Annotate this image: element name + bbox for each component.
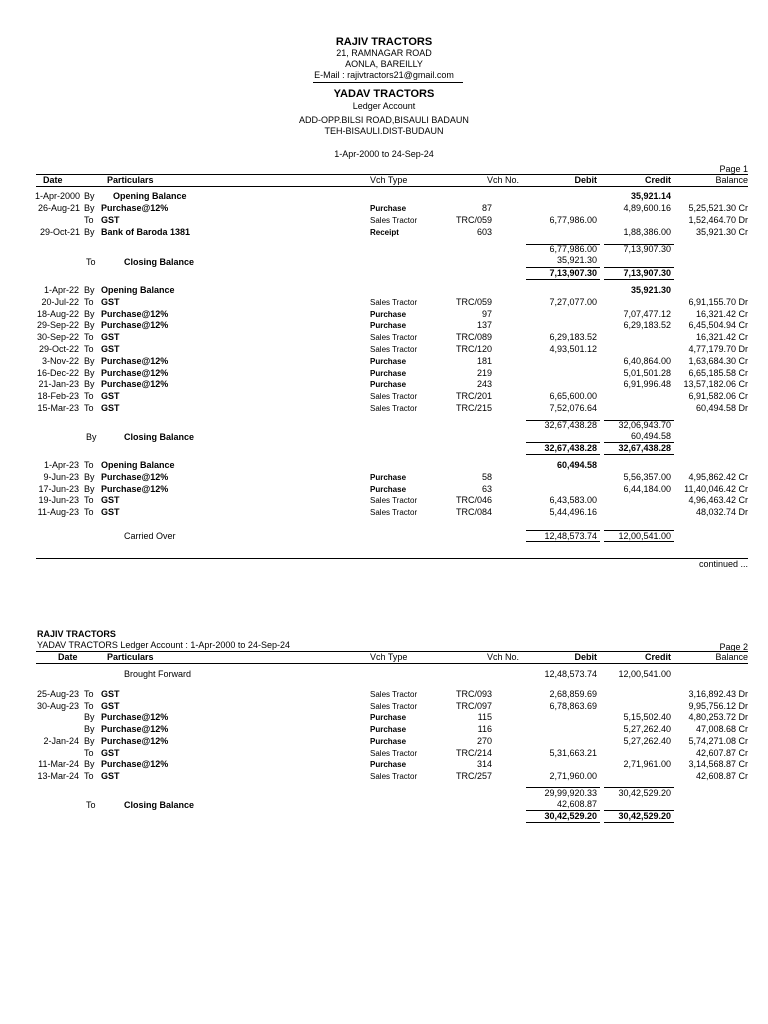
- row-particulars: Purchase@12%: [101, 203, 169, 213]
- row-debit: 6,78,863.69: [549, 700, 597, 711]
- row-vch-no: TRC/120: [455, 344, 492, 354]
- row-credit: 5,56,357.00: [623, 471, 671, 482]
- row-balance: 4,96,463.42 Cr: [688, 495, 748, 506]
- row-vch-no: 115: [477, 712, 492, 723]
- col-credit: Credit: [644, 652, 671, 662]
- row-particulars: Opening Balance: [101, 285, 175, 295]
- col-vch-type: Vch Type: [370, 652, 408, 662]
- closing-balance-label: Closing Balance: [124, 800, 195, 810]
- row-credit: 35,921.14: [630, 191, 671, 201]
- row-debit: 4,93,501.12: [549, 344, 597, 354]
- total-credit: 32,67,438.28: [618, 443, 671, 453]
- row-vch-no: TRC/084: [455, 507, 492, 518]
- closing-dir: By: [86, 432, 97, 442]
- row-vch-type: Purchase: [370, 356, 407, 366]
- row-vch-no: TRC/089: [455, 332, 492, 343]
- row-balance: 4,95,862.42 Cr: [688, 471, 748, 482]
- row-debit: 7,27,077.00: [549, 296, 597, 307]
- row-vch-no: TRC/093: [455, 689, 492, 699]
- row-particulars: Purchase@12%: [101, 735, 169, 746]
- row-vch-no: 58: [481, 471, 492, 482]
- row-balance: 60,494.58 Dr: [695, 403, 748, 413]
- carried-debit: 12,48,573.74: [544, 531, 597, 541]
- col-vch-type: Vch Type: [370, 175, 408, 185]
- row-debit: 5,31,663.21: [549, 747, 597, 758]
- row-vch-no: TRC/059: [455, 296, 492, 307]
- row-balance: 16,321.42 Cr: [695, 332, 748, 343]
- row-vch-type: Sales Tractor: [370, 690, 418, 699]
- col-date: Date: [43, 175, 63, 185]
- row-date: 29-Oct-22: [38, 344, 79, 354]
- ledger-period: 1-Apr-2000 to 24-Sep-24: [334, 149, 434, 159]
- row-particulars: GST: [101, 770, 120, 781]
- row-date: 30-Sep-22: [36, 332, 79, 343]
- row-vch-type: Sales Tractor: [370, 701, 418, 711]
- closing-balance-label: Closing Balance: [124, 432, 195, 442]
- row-direction: By: [84, 735, 95, 746]
- row-vch-type: Purchase: [370, 760, 407, 770]
- row-particulars: Purchase@12%: [101, 724, 169, 735]
- row-balance: 35,921.30 Cr: [695, 227, 748, 237]
- col-balance: Balance: [715, 175, 748, 185]
- row-date: 25-Aug-23: [36, 689, 79, 699]
- row-balance: 5,74,271.08 Cr: [688, 735, 748, 746]
- row-direction: To: [84, 344, 94, 354]
- row-date: 11-Mar-24: [38, 759, 79, 770]
- row-vch-no: 63: [481, 483, 492, 494]
- party-name: YADAV TRACTORS: [333, 88, 435, 100]
- col-debit: Debit: [574, 652, 597, 662]
- row-particulars: Purchase@12%: [101, 471, 169, 482]
- row-particulars: Purchase@12%: [101, 308, 169, 319]
- row-date: 29-Oct-21: [39, 227, 80, 237]
- row-debit: 2,71,960.00: [549, 770, 597, 781]
- row-direction: By: [84, 724, 95, 735]
- row-vch-type: Sales Tractor: [370, 508, 418, 518]
- row-date: 20-Jul-22: [41, 296, 79, 307]
- row-vch-type: Sales Tractor: [370, 496, 418, 506]
- row-credit: 5,27,262.40: [623, 724, 671, 735]
- row-direction: To: [84, 747, 94, 758]
- row-date: 26-Aug-21: [37, 203, 80, 213]
- page2-company: RAJIV TRACTORS: [37, 629, 116, 639]
- row-particulars: Purchase@12%: [101, 712, 169, 723]
- row-date: 19-Jun-23: [38, 495, 79, 506]
- row-credit: 1,88,386.00: [623, 227, 671, 237]
- row-direction: By: [84, 712, 95, 723]
- row-debit: 5,44,496.16: [549, 507, 597, 518]
- page2-subtitle: YADAV TRACTORS Ledger Account : 1-Apr-2000 to 24-Sep-24: [37, 640, 290, 650]
- row-vch-no: TRC/059: [455, 215, 492, 225]
- row-vch-no: 97: [481, 308, 492, 319]
- continued-note: continued ...: [698, 559, 748, 569]
- col-debit: Debit: [574, 175, 597, 185]
- row-balance: 6,65,185.58 Cr: [688, 367, 748, 378]
- row-vch-no: TRC/215: [455, 403, 492, 413]
- row-balance: 48,032.74 Dr: [695, 507, 748, 518]
- col-credit: Credit: [644, 175, 671, 185]
- row-vch-no: 314: [476, 759, 492, 770]
- row-credit: 7,07,477.12: [623, 308, 671, 319]
- page-number: Page 1: [719, 164, 748, 174]
- row-vch-type: Sales Tractor: [370, 333, 418, 343]
- row-vch-no: 87: [481, 203, 492, 213]
- col-particulars: Particulars: [107, 175, 154, 185]
- carried-credit: 12,00,541.00: [618, 531, 671, 541]
- row-vch-no: 116: [477, 724, 492, 735]
- closing-debit: 35,921.30: [556, 255, 597, 265]
- row-date: 3-Nov-22: [41, 355, 79, 366]
- brought-debit: 12,48,573.74: [544, 669, 597, 679]
- brought-forward-label: Brought Forward: [124, 669, 192, 679]
- col-date: Date: [58, 652, 78, 662]
- row-direction: To: [84, 296, 94, 307]
- row-particulars: Opening Balance: [113, 191, 187, 201]
- row-direction: By: [84, 308, 95, 319]
- row-direction: By: [84, 379, 95, 390]
- closing-credit: 60,494.58: [630, 431, 671, 441]
- total-debit: 30,42,529.20: [544, 811, 597, 821]
- row-vch-type: Sales Tractor: [370, 392, 418, 402]
- party-address-2: TEH-BISAULI.DIST-BUDAUN: [324, 126, 444, 136]
- row-vch-no: TRC/097: [455, 700, 492, 711]
- row-particulars: GST: [101, 332, 120, 343]
- row-direction: To: [84, 507, 94, 518]
- closing-dir: To: [86, 800, 96, 810]
- row-direction: By: [84, 191, 95, 201]
- col-vch-no: Vch No.: [487, 652, 520, 662]
- total-debit: 7,13,907.30: [549, 268, 597, 278]
- row-credit: 35,921.30: [630, 285, 671, 295]
- row-vch-type: Purchase: [370, 380, 407, 390]
- company-email: E-Mail : rajivtractors21@gmail.com: [314, 70, 454, 80]
- row-vch-no: TRC/046: [455, 495, 492, 506]
- row-direction: By: [84, 759, 95, 770]
- page-divider: [36, 558, 748, 559]
- subtotal-debit: 32,67,438.28: [544, 420, 597, 430]
- row-credit: 5,27,262.40: [623, 735, 671, 746]
- company-address-1: 21, RAMNAGAR ROAD: [336, 48, 432, 58]
- row-vch-no: 181: [476, 355, 492, 366]
- row-direction: To: [84, 495, 94, 506]
- row-particulars: GST: [101, 344, 120, 354]
- row-direction: To: [84, 391, 94, 402]
- row-vch-type: Sales Tractor: [370, 771, 418, 781]
- col-particulars: Particulars: [107, 652, 154, 662]
- row-vch-type: Sales Tractor: [370, 297, 418, 307]
- row-particulars: Purchase@12%: [101, 759, 169, 770]
- row-balance: 42,607.87 Cr: [695, 747, 748, 758]
- row-direction: To: [84, 332, 94, 343]
- brought-credit: 12,00,541.00: [618, 669, 671, 679]
- row-particulars: GST: [101, 689, 120, 699]
- row-particulars: Purchase@12%: [101, 320, 169, 331]
- row-debit: 2,68,859.69: [549, 689, 597, 699]
- row-particulars: Purchase@12%: [101, 379, 169, 390]
- row-date: 13-Mar-24: [37, 770, 79, 781]
- row-credit: 5,01,501.28: [623, 367, 671, 378]
- row-date: 17-Jun-23: [38, 483, 79, 494]
- row-debit: 6,65,600.00: [549, 391, 597, 402]
- row-date: 18-Aug-22: [36, 308, 79, 319]
- row-balance: 13,57,182.06 Cr: [683, 379, 748, 390]
- company-address-2: AONLA, BAREILLY: [345, 59, 423, 69]
- page-number: Page 2: [719, 642, 748, 652]
- row-vch-no: 270: [476, 735, 492, 746]
- row-date: 29-Sep-22: [36, 320, 79, 331]
- row-direction: By: [84, 320, 95, 331]
- ledger-subtitle: Ledger Account: [352, 101, 416, 111]
- row-balance: 5,25,521.30 Cr: [688, 203, 748, 213]
- row-date: 18-Feb-23: [37, 391, 79, 402]
- row-credit: 6,29,183.52: [623, 320, 671, 331]
- row-direction: To: [84, 460, 94, 470]
- row-balance: 4,77,179.70 Dr: [688, 344, 748, 354]
- row-vch-type: Sales Tractor: [370, 216, 418, 225]
- row-particulars: GST: [101, 507, 120, 518]
- subtotal-debit: 6,77,986.00: [549, 244, 597, 254]
- row-date: 1-Apr-22: [43, 285, 79, 295]
- row-vch-type: Purchase: [370, 368, 407, 378]
- row-credit: 5,15,502.40: [623, 712, 671, 723]
- row-date: 2-Jan-24: [43, 735, 79, 746]
- row-date: 11-Aug-23: [37, 507, 79, 518]
- row-vch-type: Purchase: [370, 484, 407, 494]
- row-particulars: Opening Balance: [101, 460, 175, 470]
- row-date: 1-Apr-2000: [34, 191, 80, 201]
- row-direction: To: [84, 700, 94, 711]
- company-name: RAJIV TRACTORS: [335, 36, 433, 48]
- row-date: 21-Jan-23: [38, 379, 79, 390]
- row-particulars: GST: [101, 495, 120, 506]
- row-vch-no: 219: [476, 367, 492, 378]
- row-vch-no: 243: [476, 379, 492, 390]
- subtotal-credit: 32,06,943.70: [618, 420, 671, 430]
- col-vch-no: Vch No.: [487, 175, 520, 185]
- row-date: 16-Dec-22: [36, 367, 79, 378]
- row-direction: To: [84, 403, 94, 413]
- row-balance: 6,91,155.70 Dr: [688, 296, 748, 307]
- row-balance: 3,16,892.43 Dr: [688, 689, 748, 699]
- row-vch-no: TRC/257: [455, 770, 492, 781]
- row-direction: By: [84, 355, 95, 366]
- row-particulars: GST: [101, 747, 120, 758]
- row-date: 30-Aug-23: [36, 700, 79, 711]
- col-balance: Balance: [715, 652, 748, 662]
- row-balance: 9,95,756.12 Dr: [688, 700, 748, 711]
- row-balance: 4,80,253.72 Dr: [688, 712, 748, 723]
- row-vch-type: Purchase: [370, 713, 407, 723]
- total-credit: 7,13,907.30: [623, 268, 671, 278]
- row-vch-no: 137: [476, 320, 492, 331]
- row-particulars: GST: [101, 391, 120, 402]
- total-credit: 30,42,529.20: [618, 811, 671, 821]
- row-particulars: GST: [101, 403, 120, 413]
- row-particulars: Bank of Baroda 1381: [101, 227, 191, 237]
- subtotal-credit: 7,13,907.30: [623, 244, 671, 254]
- row-credit: 6,44,184.00: [623, 483, 671, 494]
- row-vch-type: Purchase: [370, 309, 407, 319]
- row-debit: 60,494.58: [556, 460, 597, 470]
- carried-over-label: Carried Over: [124, 531, 176, 541]
- row-balance: 11,40,046.42 Cr: [684, 483, 748, 494]
- closing-dir: To: [86, 257, 96, 267]
- row-direction: To: [84, 770, 94, 781]
- row-vch-type: Sales Tractor: [370, 404, 418, 413]
- row-date: 15-Mar-23: [37, 403, 79, 413]
- row-credit: 6,91,996.48: [623, 379, 671, 390]
- row-direction: By: [84, 203, 95, 213]
- row-vch-type: Purchase: [370, 204, 407, 213]
- row-vch-type: Purchase: [370, 725, 407, 735]
- row-balance: 3,14,568.87 Cr: [688, 759, 748, 770]
- row-debit: 6,29,183.52: [549, 332, 597, 343]
- row-particulars: Purchase@12%: [101, 483, 169, 494]
- row-vch-type: Purchase: [370, 472, 407, 482]
- row-balance: 1,63,684.30 Cr: [688, 355, 748, 366]
- row-direction: By: [84, 367, 95, 378]
- row-balance: 47,008.68 Cr: [695, 724, 748, 735]
- closing-balance-label: Closing Balance: [124, 257, 195, 267]
- row-direction: To: [84, 215, 94, 225]
- row-debit: 6,77,986.00: [549, 215, 597, 225]
- row-vch-type: Purchase: [370, 321, 407, 331]
- row-vch-no: TRC/214: [455, 747, 492, 758]
- row-direction: To: [84, 689, 94, 699]
- row-vch-type: Receipt: [370, 228, 399, 237]
- row-credit: 2,71,961.00: [623, 759, 671, 770]
- row-balance: 1,52,464.70 Dr: [688, 215, 748, 225]
- party-address-1: ADD-OPP.BILSI ROAD,BISAULI BADAUN: [299, 115, 469, 125]
- row-balance: 6,45,504.94 Cr: [688, 320, 748, 331]
- row-date: 9-Jun-23: [43, 471, 79, 482]
- row-direction: By: [84, 483, 95, 494]
- row-vch-type: Sales Tractor: [370, 345, 418, 354]
- row-vch-no: 603: [476, 227, 492, 237]
- row-debit: 7,52,076.64: [549, 403, 597, 413]
- row-direction: By: [84, 285, 95, 295]
- row-date: 1-Apr-23: [43, 460, 79, 470]
- closing-debit: 42,608.87: [556, 799, 597, 809]
- row-balance: 16,321.42 Cr: [695, 308, 748, 319]
- row-direction: By: [84, 471, 95, 482]
- row-balance: 6,91,582.06 Cr: [688, 391, 748, 402]
- row-credit: 4,89,600.16: [623, 203, 671, 213]
- row-direction: By: [84, 227, 95, 237]
- row-particulars: GST: [101, 296, 120, 307]
- row-particulars: GST: [101, 215, 120, 225]
- subtotal-credit: 30,42,529.20: [618, 788, 671, 798]
- row-vch-no: TRC/201: [455, 391, 492, 402]
- row-balance: 42,608.87 Cr: [695, 770, 748, 781]
- row-particulars: GST: [101, 700, 120, 711]
- row-particulars: Purchase@12%: [101, 355, 169, 366]
- total-debit: 32,67,438.28: [544, 443, 597, 453]
- row-vch-type: Purchase: [370, 736, 407, 746]
- subtotal-debit: 29,99,920.33: [544, 788, 597, 798]
- row-debit: 6,43,583.00: [549, 495, 597, 506]
- email-underline: [313, 82, 463, 83]
- row-credit: 6,40,864.00: [623, 355, 671, 366]
- row-vch-type: Sales Tractor: [370, 748, 418, 758]
- row-particulars: Purchase@12%: [101, 367, 169, 378]
